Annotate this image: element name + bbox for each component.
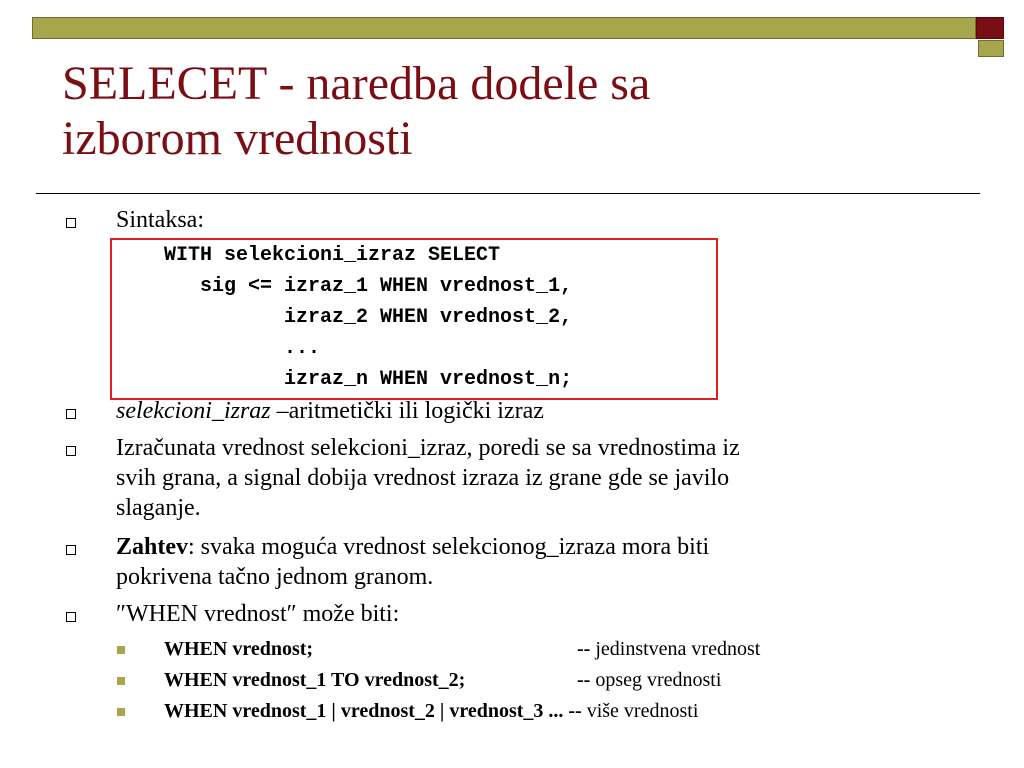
code-line: izraz_2 WHEN vrednost_2,	[164, 306, 573, 329]
sub-bullet-code: WHEN vrednost_1 | vrednost_2 | vrednost_3 ... --	[164, 700, 582, 722]
comment-dash: --	[577, 669, 591, 691]
code-line: sig <= izraz_1 WHEN vrednost_1,	[164, 275, 573, 298]
italic-term: selekcioni_izraz	[116, 398, 277, 424]
sub-bullet-comment	[577, 668, 721, 692]
sub-bullet-square-icon	[117, 677, 125, 685]
bullet-text: : svaka moguća vrednost selekcionog_izraza mora biti	[188, 534, 710, 560]
sub-bullet-item	[164, 699, 698, 723]
bullet-text: svih grana, a signal dobija vrednost izraza iz grane gde se javilo	[116, 465, 730, 491]
code-block	[164, 240, 572, 395]
comment-dash: --	[577, 638, 591, 660]
code-line: WITH selekcioni_izraz SELECT	[164, 244, 501, 267]
slide-title	[62, 56, 962, 166]
sub-bullet-code: WHEN vrednost;	[164, 638, 314, 660]
header-accent-gold-square	[978, 40, 1004, 57]
bullet-text: slaganje.	[116, 495, 201, 521]
header-accent-red-square	[976, 17, 1004, 39]
bullet-requirement	[116, 533, 709, 562]
bullet-selector-expression	[116, 397, 544, 426]
bold-term: Zahtev	[116, 534, 188, 560]
bullet-text: Izračunata vrednost selekcioni_izraz, poredi se sa vrednostima iz	[116, 435, 740, 461]
code-line: ...	[164, 337, 321, 360]
slide-title-line2: izborom vrednosti	[62, 112, 413, 165]
sub-bullet-desc: više vrednosti	[581, 700, 699, 722]
bullet-syntax-label: Sintaksa:	[116, 207, 204, 233]
bullet-square-icon	[66, 218, 76, 228]
bullet-square-icon	[66, 612, 76, 622]
bullet-text: –aritmetički ili logički izraz	[276, 398, 544, 424]
sub-bullet-square-icon	[117, 646, 125, 654]
sub-bullet-desc: opseg vrednosti	[590, 669, 722, 691]
header-accent-bar	[32, 17, 976, 39]
title-divider	[36, 193, 980, 194]
bullet-text: pokrivena tačno jednom granom.	[116, 564, 434, 590]
code-line: izraz_n WHEN vrednost_n;	[164, 368, 573, 391]
sub-bullet-item	[164, 668, 465, 692]
sub-bullet-square-icon	[117, 708, 125, 716]
bullet-square-icon	[66, 545, 76, 555]
bullet-square-icon	[66, 409, 76, 419]
sub-bullet-desc: jedinstvena vrednost	[590, 638, 761, 660]
bullet-text: ″WHEN vrednost″ može biti:	[116, 601, 400, 627]
slide-title-line1: SELECET - naredba dodele sa	[62, 57, 651, 110]
sub-bullet-code: WHEN vrednost_1 TO vrednost_2;	[164, 669, 466, 691]
sub-bullet-comment	[577, 637, 760, 661]
bullet-square-icon	[66, 446, 76, 456]
sub-bullet-item	[164, 637, 313, 661]
